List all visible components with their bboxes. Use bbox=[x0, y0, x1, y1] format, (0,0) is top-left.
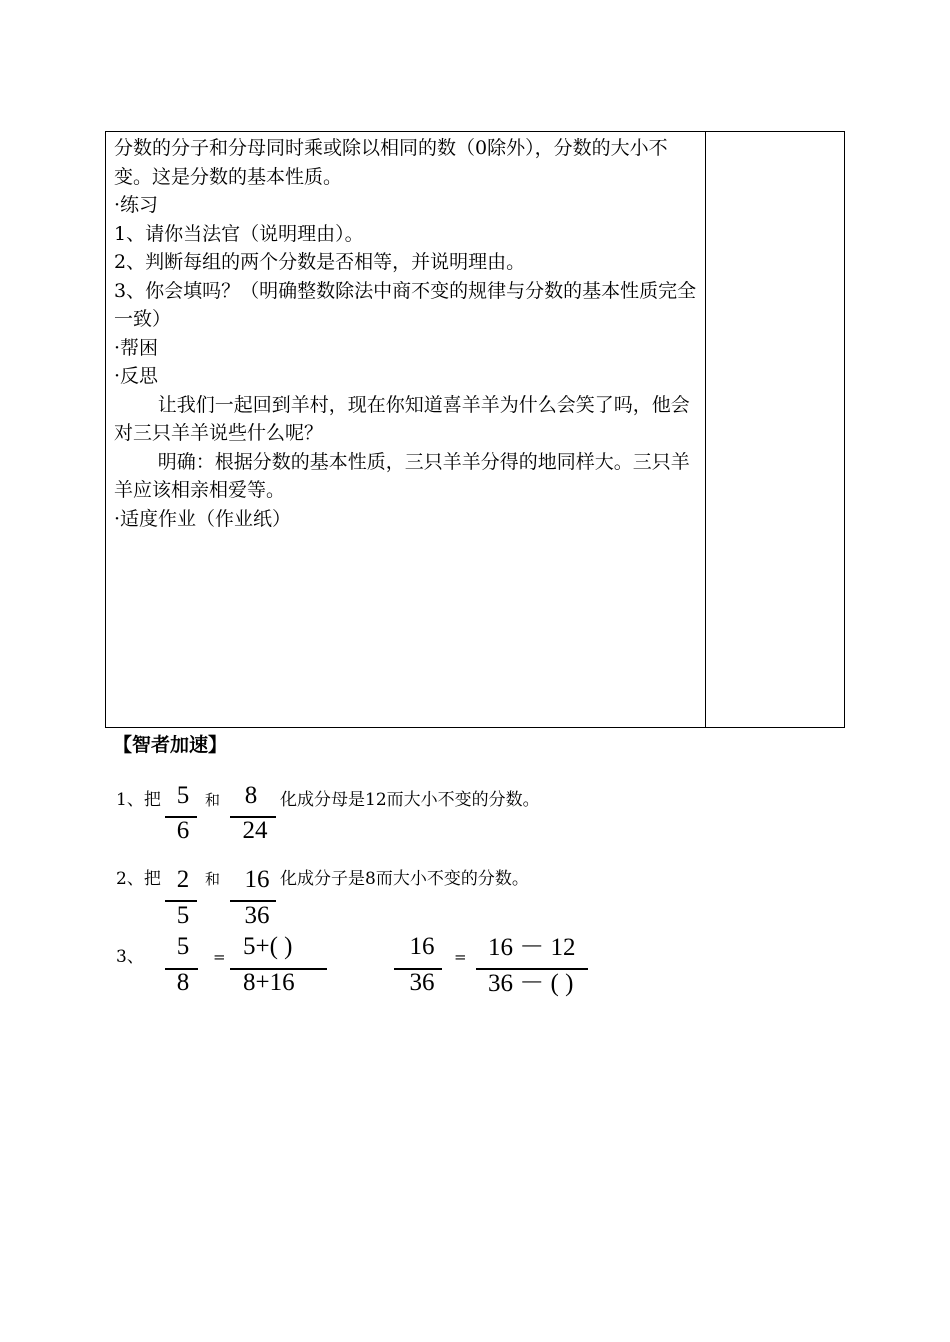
exercise-2-number: 2、把 bbox=[116, 869, 161, 889]
exercise-2-and: 和 bbox=[205, 870, 221, 888]
practice-item-3: 3、你会填吗？（明确整数除法中商不变的规律与分数的基本性质完全一致） bbox=[114, 279, 697, 330]
lesson-table bbox=[105, 131, 845, 728]
section-heading: 【智者加速】 bbox=[113, 734, 228, 756]
homework-item: ·适度作业（作业纸） bbox=[114, 507, 292, 530]
equals-sign-2: = bbox=[454, 948, 467, 966]
equals-sign-1: = bbox=[213, 948, 226, 966]
reflection-answer: 明确：根据分数的基本性质，三只羊羊分得的地同样大。三只羊羊应该相亲相爱等。 bbox=[114, 450, 690, 501]
exercise-1-text: 化成分母是12而大小不变的分数。 bbox=[280, 790, 540, 810]
reflection-heading: ·反思 bbox=[114, 365, 159, 387]
reflection-question: 让我们一起回到羊村，现在你知道喜羊羊为什么会笑了吗，他会对三只羊羊说些什么呢？ bbox=[114, 393, 690, 444]
lesson-content-cell bbox=[114, 134, 699, 533]
practice-heading: ·练习 bbox=[114, 194, 159, 216]
fraction-8-denominator: 36 － ( ) bbox=[488, 970, 574, 997]
fraction-6-numerator: 5+( ) bbox=[243, 933, 293, 960]
property-statement: 分数的分子和分母同时乘或除以相同的数（0除外），分数的大小不变。这是分数的基本性质。 bbox=[114, 137, 668, 188]
fraction-5-denominator: 8 bbox=[176, 969, 190, 996]
fraction-1-denominator: 6 bbox=[176, 817, 190, 844]
fraction-4-numerator: 16 bbox=[244, 866, 270, 893]
fraction-7-numerator: 16 bbox=[409, 933, 435, 960]
fraction-1-numerator: 5 bbox=[176, 782, 190, 809]
practice-item-1: 1、请你当法官（说明理由）。 bbox=[114, 222, 364, 245]
fraction-7-denominator: 36 bbox=[409, 969, 435, 996]
fraction-4-denominator: 36 bbox=[244, 902, 270, 929]
table-column-divider bbox=[705, 132, 706, 727]
exercise-1-and: 和 bbox=[205, 791, 221, 809]
fraction-5-numerator: 5 bbox=[176, 933, 190, 960]
fraction-3-denominator: 5 bbox=[176, 902, 190, 929]
fraction-8-numerator: 16 － 12 bbox=[488, 934, 576, 961]
exercise-1-number: 1、把 bbox=[116, 790, 161, 810]
help-heading: ·帮困 bbox=[114, 336, 159, 359]
fraction-3-numerator: 2 bbox=[176, 866, 190, 893]
fraction-2-numerator: 8 bbox=[244, 782, 258, 809]
practice-item-2: 2、判断每组的两个分数是否相等，并说明理由。 bbox=[114, 251, 526, 273]
exercise-3-number: 3、 bbox=[116, 947, 144, 967]
fraction-2-denominator: 24 bbox=[242, 817, 268, 844]
fraction-6-denominator: 8+16 bbox=[243, 969, 295, 996]
exercise-2-text: 化成分子是8而大小不变的分数。 bbox=[280, 869, 529, 889]
